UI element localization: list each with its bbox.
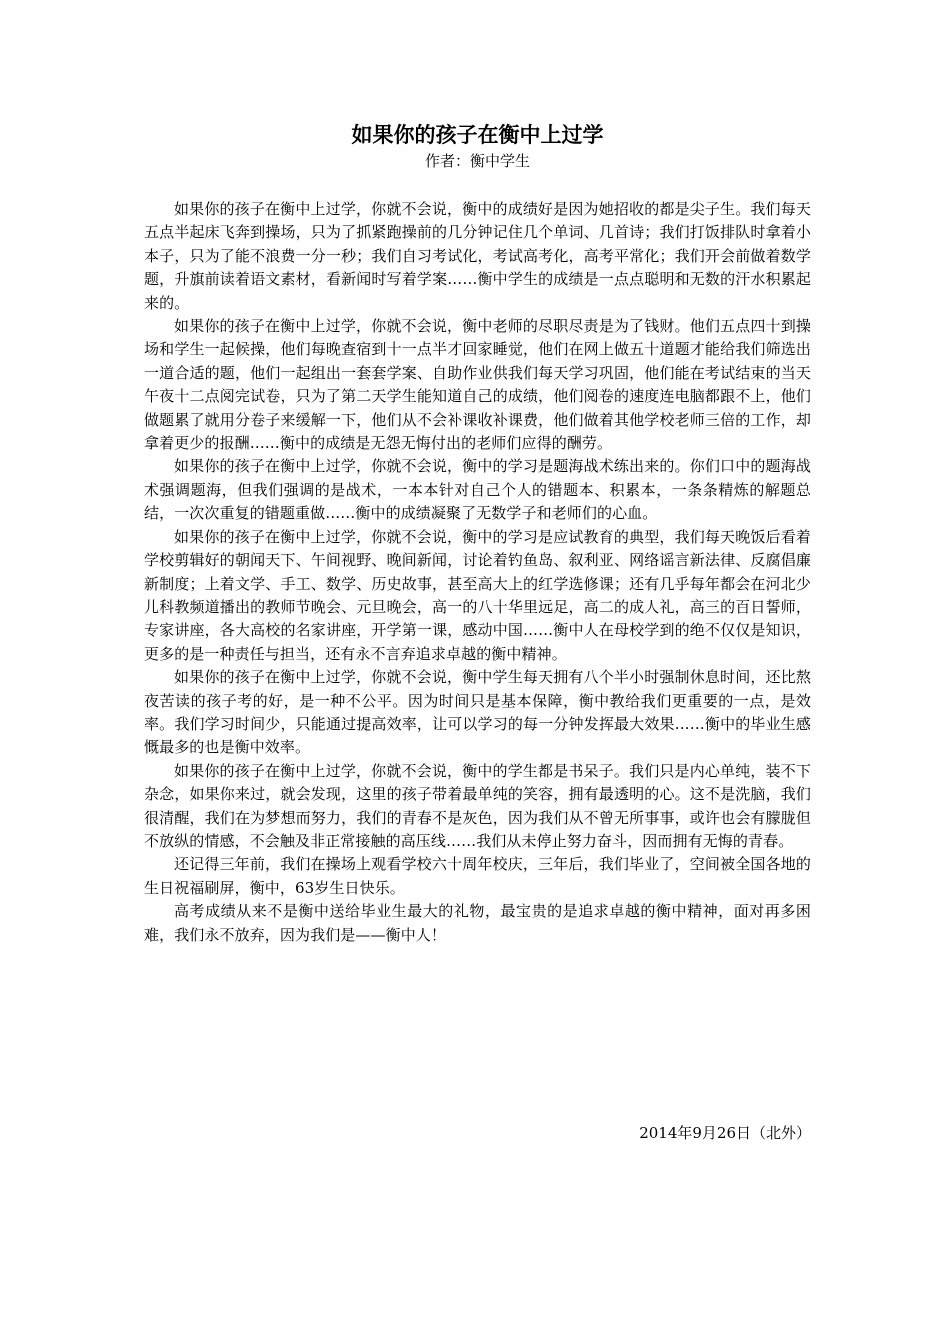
paragraph-2: 如果你的孩子在衡中上过学，你就不会说，衡中老师的尽职尽责是为了钱财。他们五点四十到操场和学生一起候操，他们每晚查宿到十一点半才回家睡觉，他们在网上做五十道题才能给我们筛选出一道合适的题，他们一起组出一套套学案、自助作业供我们每天学习巩固，他们能在考试结束的当天午夜十二点阅完试卷，只为了第二天学生能知道自己的成绩，他们阅卷的速度连电脑都跟不上，他们做题累了就用分卷子来缓解一下，他们从不会补课收补课费，他们做着其他学校老师三倍的工作，却拿着更少的报酬……衡中的成绩是无怨无悔付出的老师们应得的酬劳。 [144, 317, 811, 453]
document-page [144, 120, 811, 947]
paragraph-4: 如果你的孩子在衡中上过学，你就不会说，衡中的学习是应试教育的典型，我们每天晚饭后看着学校剪辑好的朝闻天下、午间视野、晚间新闻，讨论着钓鱼岛、叙利亚、网络谣言新法律、反腐倡廉新制度；上着文学、手工、数学、历史故事，甚至高大上的红学选修课；还有几乎每年都会在河北少儿科教频道播出的教师节晚会、元旦晚会，高一的八十华里远足，高二的成人礼，高三的百日誓师，专家讲座，各大高校的名家讲座，开学第一课，感动中国……衡中人在母校学到的绝不仅仅是知识，更多的是一种责任与担当，还有永不言弃追求卓越的衡中精神。 [144, 527, 811, 663]
paragraph-7: 还记得三年前，我们在操场上观看学校六十周年校庆，三年后，我们毕业了，空间被全国各地的生日祝福刷屏，衡中，63岁生日快乐。 [144, 855, 811, 897]
paragraph-8: 高考成绩从来不是衡中送给毕业生最大的礼物，最宝贵的是追求卓越的衡中精神，面对再多困难，我们永不放弃，因为我们是——衡中人！ [144, 902, 811, 944]
paragraph-5: 如果你的孩子在衡中上过学，你就不会说，衡中学生每天拥有八个半小时强制休息时间，还比熬夜苦读的孩子考的好，是一种不公平。因为时间只是基本保障，衡中教给我们更重要的一点，是效率。我们学习时间少，只能通过提高效率，让可以学习的每一分钟发挥最大效果……衡中的毕业生感慨最多的也是衡中效率。 [144, 668, 811, 757]
document-body [144, 198, 811, 947]
document-date: 2014年9月26日（北外） [639, 1124, 811, 1142]
paragraph-6: 如果你的孩子在衡中上过学，你就不会说，衡中的学生都是书呆子。我们只是内心单纯，装不下杂念，如果你来过，就会发现，这里的孩子带着最单纯的笑容，拥有最透明的心。这不是洗脑，我们很清醒，我们在为梦想而努力，我们的青春不是灰色，因为我们从不曾无所事事，或许也会有朦胧但不放纵的情感，不会触及非正常接触的高压线……我们从未停止努力奋斗，因而拥有无悔的青春。 [144, 761, 811, 850]
document-author: 作者：衡中学生 [424, 152, 530, 170]
paragraph-1: 如果你的孩子在衡中上过学，你就不会说，衡中的成绩好是因为她招收的都是尖子生。我们每天五点半起床飞奔到操场，只为了抓紧跑操前的几分钟记住几个单词、几首诗；我们打饭排队时拿着小本子，只为了能不浪费一分一秒；我们自习考试化，考试高考化，高考平常化；我们开会前做着数学题，升旗前读着语文素材，看新闻时写着学案……衡中学生的成绩是一点点聪明和无数的汗水积累起来的。 [144, 200, 811, 312]
paragraph-3: 如果你的孩子在衡中上过学，你就不会说，衡中的学习是题海战术练出来的。你们口中的题海战术强调题海，但我们强调的是战术，一本本针对自己个人的错题本、积累本，一条条精炼的解题总结，一次次重复的错题重做……衡中的成绩凝聚了无数学子和老师们的心血。 [144, 457, 811, 523]
document-title: 如果你的孩子在衡中上过学 [351, 122, 604, 147]
